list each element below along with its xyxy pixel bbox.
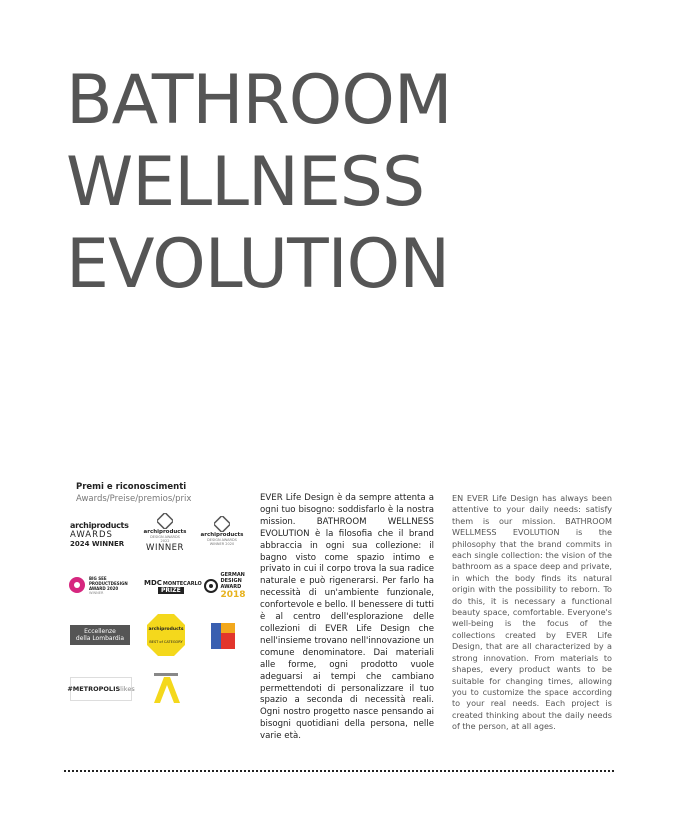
archiproducts-badge-icon	[157, 513, 173, 529]
title-line-1: BATHROOM	[66, 61, 452, 140]
award-logo-mdc-montecarlo: MDC MONTECARLO PRIZE	[144, 578, 202, 594]
yellow-octagon-badge	[146, 613, 186, 657]
text-column-italian: EVER Life Design è da sempre attenta a ogni tuo bisogno: soddisfarlo è la nostra mission. BATHROOM WELLNESS EVOLUTION è la filosofia che il brand abbraccia in ogni sua collezione: il bagno visto come spazio intimo e privato in cui il corpo trova la sua radice naturale e può rigenerarsi. Per farlo ha necessità di un'ambiente funzionale, confortevole e bello. Il benessere di tutti è al centro dell'esplorazione delle collezioni di EVER Life Design che nell'insieme trovano nell'innovazione un comune denominatore. Dai materiali alle forme, ogni prodotto vuole adeguarsi ai tempi che cambiano permettendoti di personalizzare il tuo spazio a seconda di necessità reali. Ogni nostro progetto nasce pensando ai bisogni quotidiani della persona, nelle varie età.	[260, 493, 435, 742]
dotted-divider	[64, 770, 614, 772]
award-logo-metropolis-likes: #METROPOLIS likes	[70, 677, 132, 701]
title-line-2: WELLNESS	[66, 143, 425, 222]
text-column-english: EN EVER Life Design has always been attentive to your daily needs: satisfy them is our mission. BATHROOM WELLMESS EVOLUTION is the philosophy that the brand commits in each single collection: the vision of the bathroom as a space deep and private, in which the body finds its natural origin with the possibility to reborn. To do this, it is necessary a functional beauty space, comfortable. Everyone's well-being is the focus of the collections created by EVER Life Design, that are all characterized by a strong innovation. From materials to shapes, every product wants to be suitable for changing times, allowing you to customize the space according to your real needs. Each project is created thinking about the daily needs of the person, at all ages.	[452, 493, 612, 732]
yellow-mark-icon	[148, 671, 184, 707]
award-logo-colorful	[208, 619, 238, 653]
big-see-dot-icon	[68, 576, 86, 594]
page-title	[66, 60, 452, 306]
award-logo-big-see: BIG SEE PRODUCTDESIGN AWARD 2020 WINNER	[68, 573, 132, 597]
awards-heading: Premi e riconoscimenti	[76, 482, 187, 492]
archiproducts-badge-icon	[214, 516, 230, 532]
award-logo-archiproducts-2022: archiproducts DESIGN AWARDS 2022 WINNER	[140, 509, 190, 557]
title-line-3: EVOLUTION	[66, 225, 450, 304]
award-logo-best-of-category: archiproducts BEST of CATEGORY	[146, 613, 186, 657]
awards-logo-grid	[68, 507, 248, 717]
award-logo-yellow-mark	[148, 671, 184, 707]
award-logo-archiproducts-2024: archiproducts AWARDS 2024 WINNER	[70, 520, 129, 548]
award-logo-german-design-2018: GERMAN DESIGN AWARD 2018	[202, 571, 248, 601]
german-design-icon	[204, 579, 218, 593]
award-logo-archiproducts-2020: archiproducts DESIGN AWARDS WINNER 2020	[198, 511, 246, 551]
awards-subheading: Awards/Preise/premios/prix	[76, 494, 192, 504]
colorful-award-icon	[208, 619, 238, 653]
awards-heading-block	[76, 481, 246, 505]
award-logo-eccellenze-lombardia: Eccellenze della Lombardia	[70, 625, 130, 645]
